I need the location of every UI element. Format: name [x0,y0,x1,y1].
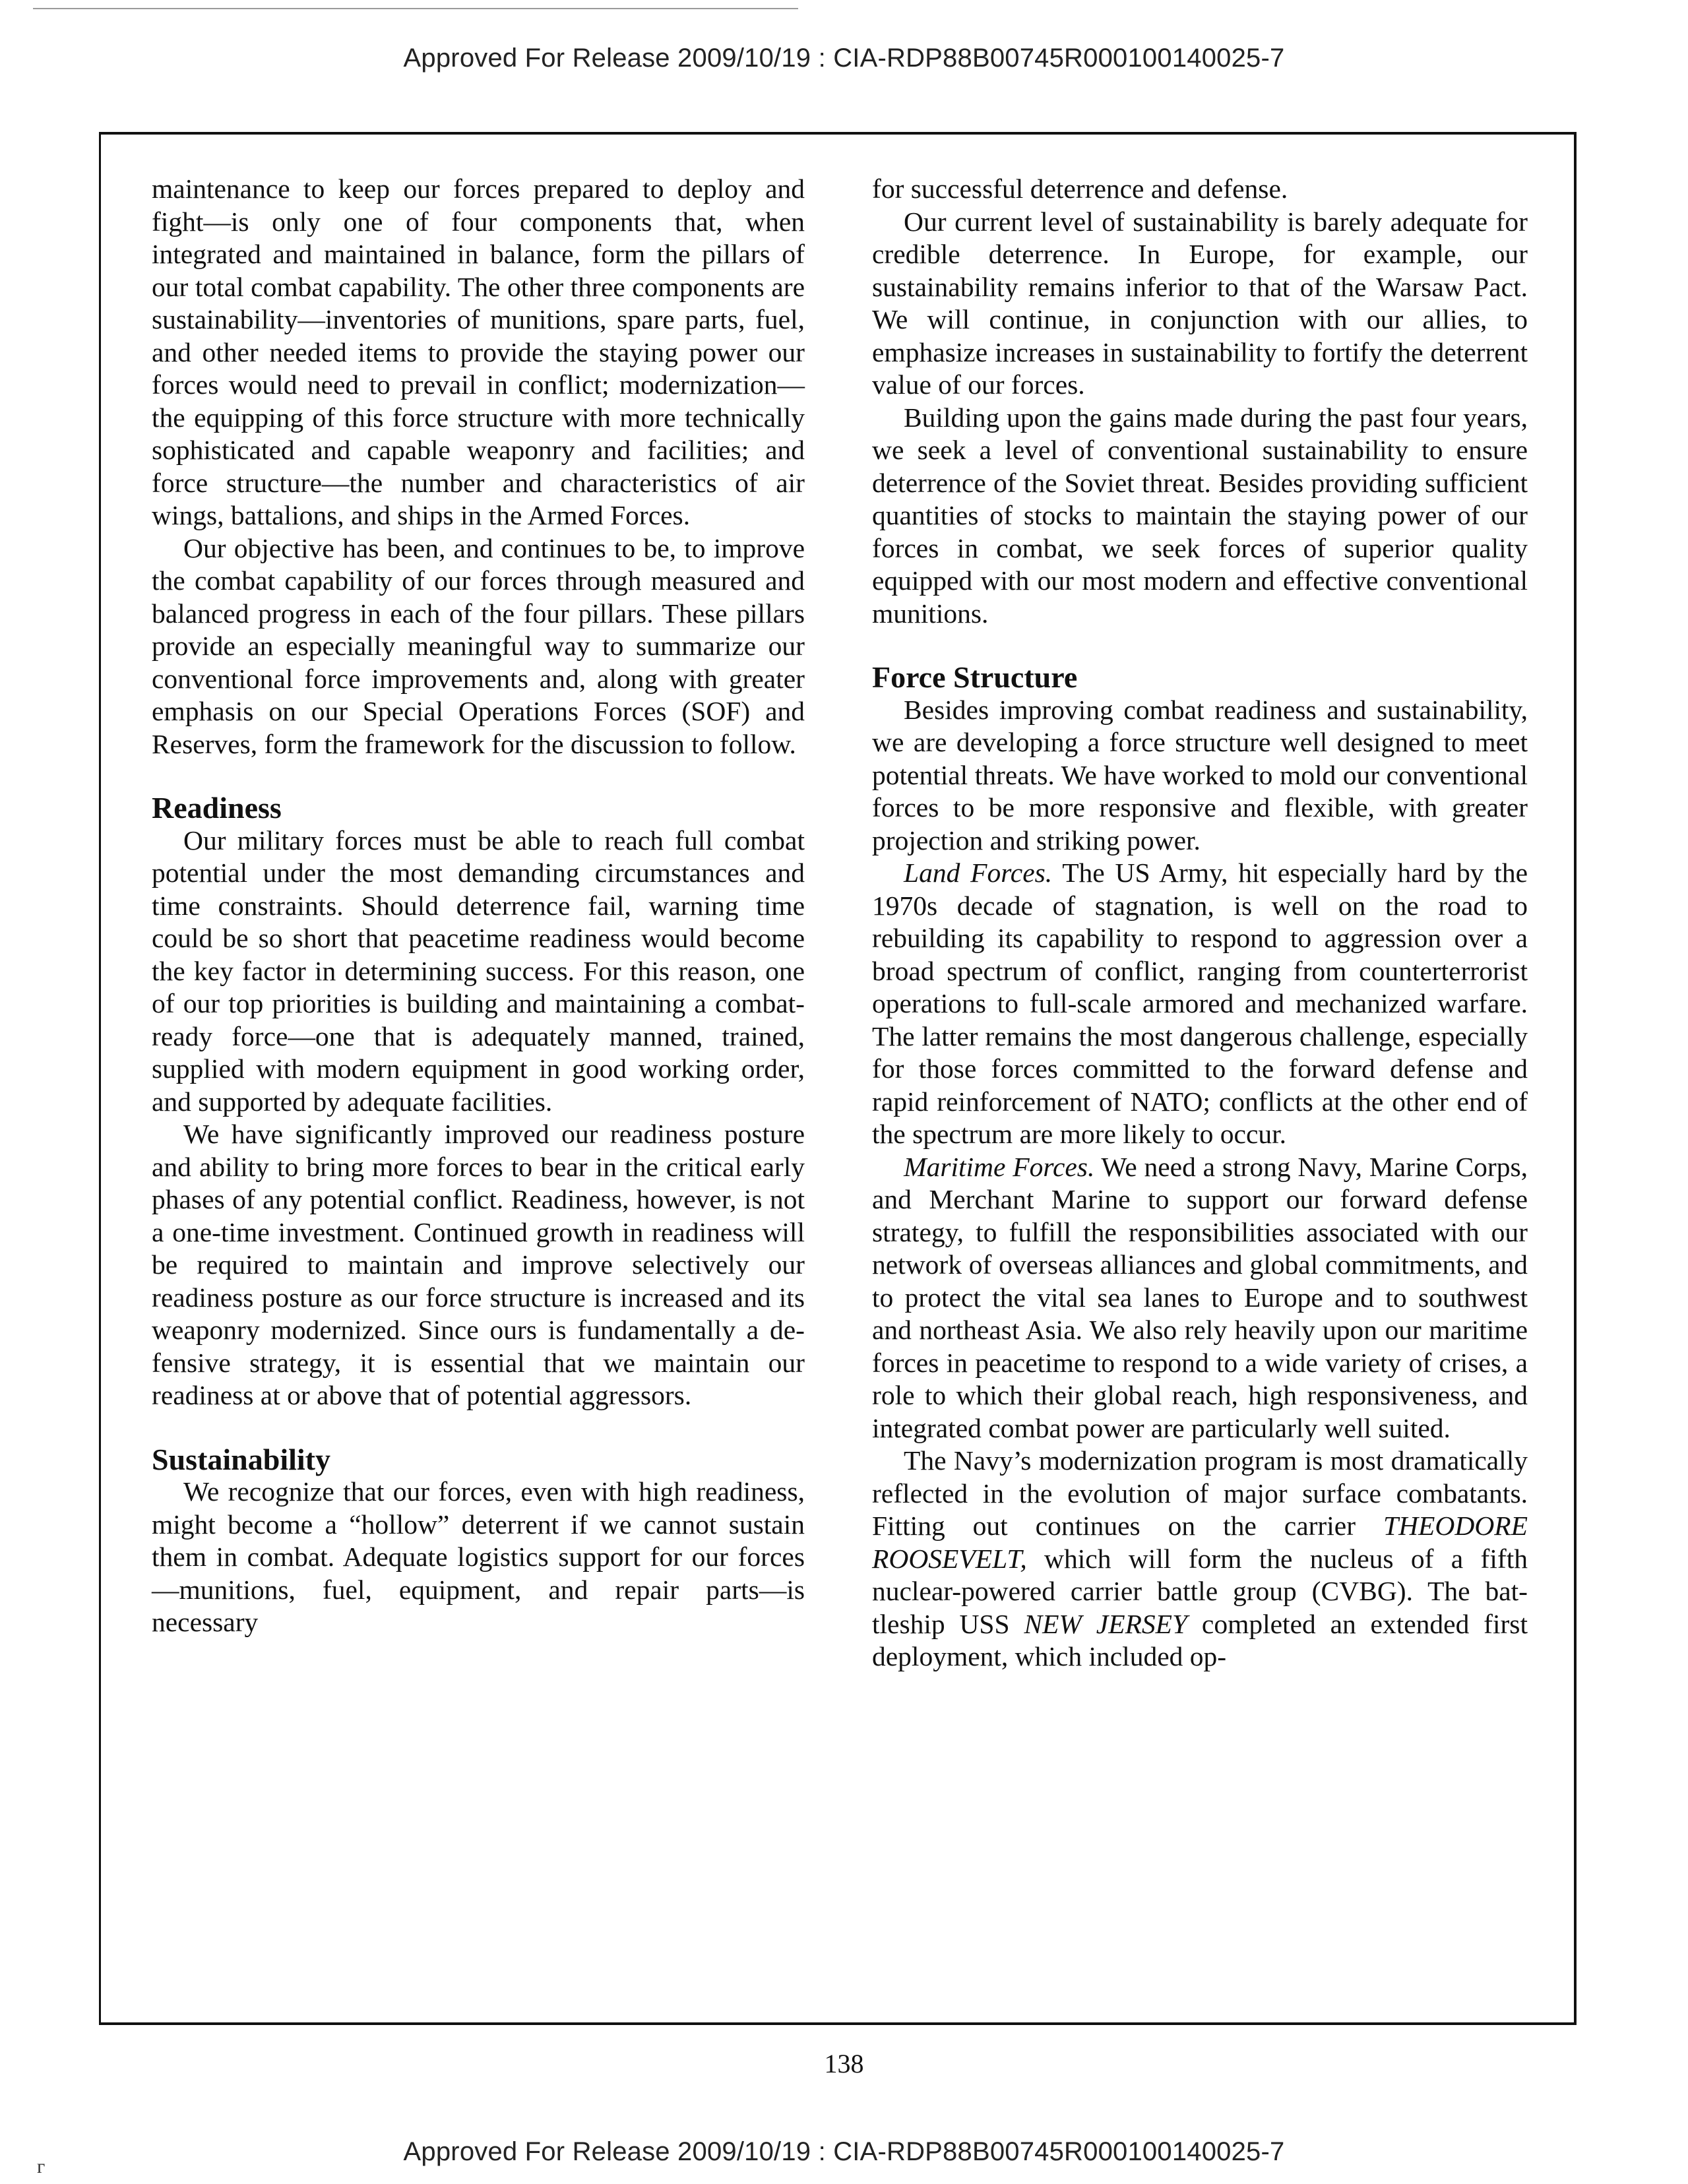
left-column [152,173,805,1639]
navy-text-1: The Navy’s modernization program is most dramatically reflected in the evolution of major surface combatants. Fitting out continues on the carrier [872,1445,1528,1541]
land-forces-paragraph [872,857,1528,1151]
navy-paragraph [872,1445,1528,1673]
readiness-heading: Readiness [152,791,282,825]
readiness-paragraph-1: Our military forces must be able to reach full combat potential under the most demanding circumstances and time constraints. Should deterrence fail, warning time could be so short that peacetime readiness would become the key factor in determining success. For this reason, one of our top priorities is building and maintaining a combat-ready force—one that is adequately manned, trained, supplied with modern equipment in good working order, and supported by adequate facilities. [152,825,805,1117]
intro-paragraph: maintenance to keep our forces prepared to deploy and fight—is only one of four components that, when integrated and maintained in balance, form the pillars of our total combat capability. The other three components are sustainability—inventories of munitions, spare parts, fuel, and other needed items to provide the staying power our forces would need to prevail in conflict; modernization—the equipping of this force structure with more technically sophisticated and capable weaponry and facilities; and force structure—the number and characteristics of air wings, battalions, and ships in the Armed Forces. [152,173,805,530]
maritime-forces-paragraph [872,1151,1528,1445]
land-forces-lead: Land Forces. [904,858,1053,888]
maritime-forces-text: We need a strong Navy, Marine Corps, and Merchant Marine to support our forward defense strategy, to fulfill the responsibilities associated with our network of overseas alliances and global commitments, and to protect the vital sea lanes to Europe and to southwest and northeast Asia. We also rely heavily upon our maritime forces in peacetime to respond to a wide variety of crises, a role to which their global reach, high responsiveness, and integrated combat power are particularly well suited. [872,1151,1528,1443]
corner-scan-mark: г [37,2156,46,2177]
sustainability-paragraph-3: Building upon the gains made during the past four years, we seek a level of conventional sustainability to ensure deterrence of the Soviet threat. Besides providing sufficient quantities of stocks to maintain the staying power of our forces in combat, we seek forces of superior quality equipped with our most modern and effective conventional munitions. [872,402,1528,629]
land-forces-text: The US Army, hit especially hard by the 1970s decade of stagnation, is well on the road to rebuilding its capability to respond to aggression over a broad spectrum of conflict, ranging from counterterrorist operations to full-scale armored and mechanized warfare. The latter remains the most dangerous challenge, especially for those forces committed to the forward defense and rapid reinforcement of NATO; conflicts at the other end of the spectrum are more likely to occur. [872,858,1528,1149]
release-header: Approved For Release 2009/10/19 : CIA-RDP88B00745R000100140025-7 [403,44,1285,73]
force-structure-paragraph: Besides improving combat readiness and sustainability, we are developing a force structure well designed to meet potential threats. We have worked to mold our conventional forces to be more responsive and flexible, with greater projection and striking power. [872,694,1528,856]
sustainability-paragraph-2: Our current level of sustainability is barely adequate for credible deterrence. In Europe, for example, our sustainability remains inferior to that of the Warsaw Pact. We will continue, in conjunction with our allies, to emphasize increases in sustainability to fortify the deterrent value of our forces. [872,206,1528,400]
navy-text-3: completed an extended first deployment, which included op- [872,1608,1528,1671]
release-footer: Approved For Release 2009/10/19 : CIA-RDP88B00745R000100140025-7 [403,2137,1285,2166]
sustainability-continuation: for successful deterrence and defense. [872,173,1288,204]
objective-paragraph: Our objective has been, and continues to be, to improve the combat capability of our forces through measured and balanced progress in each of the four pillars. These pillars provide an especially meaningful way to summarize our conventional force improvements and, along with greater emphasis on our Special Operations Forces (SOF) and Reserves, form the framework for the discussion to follow. [152,532,805,759]
readiness-paragraph-2: We have significantly improved our readiness posture and ability to bring more forces to bear in the critical early phases of any potential conflict. Readiness, however, is not a one-time investment. Continued growth in readiness will be required to maintain and improve selectively our readiness posture as our force structure is increased and its weaponry modernized. Since ours is fundamentally a defensive strategy, it is essential that we maintain our readiness at or above that of potential aggressors. [152,1119,805,1410]
top-scan-rule [33,8,798,9]
maritime-forces-lead: Maritime Forces. [904,1151,1095,1182]
right-column [872,173,1528,1673]
page-number: 138 [824,2049,864,2078]
force-structure-heading: Force Structure [872,660,1078,694]
ship-name-roosevelt: THEODORE ROOSEVELT, [872,1511,1528,1574]
ship-name-new-jersey: NEW JERSEY [1024,1608,1188,1639]
navy-text-2: which will form the nucleus of a fifth nuclear-powered carrier battle group (CVBG). The battleship USS [872,1543,1528,1639]
sustainability-heading: Sustainability [152,1442,330,1476]
sustainability-paragraph-1: We recognize that our forces, even with high readiness, might become a “hollow” deterrent if we cannot sustain them in combat. Adequate logistics support for our forces—munitions, fuel, equipment, and repair parts—is necessary [152,1476,805,1637]
